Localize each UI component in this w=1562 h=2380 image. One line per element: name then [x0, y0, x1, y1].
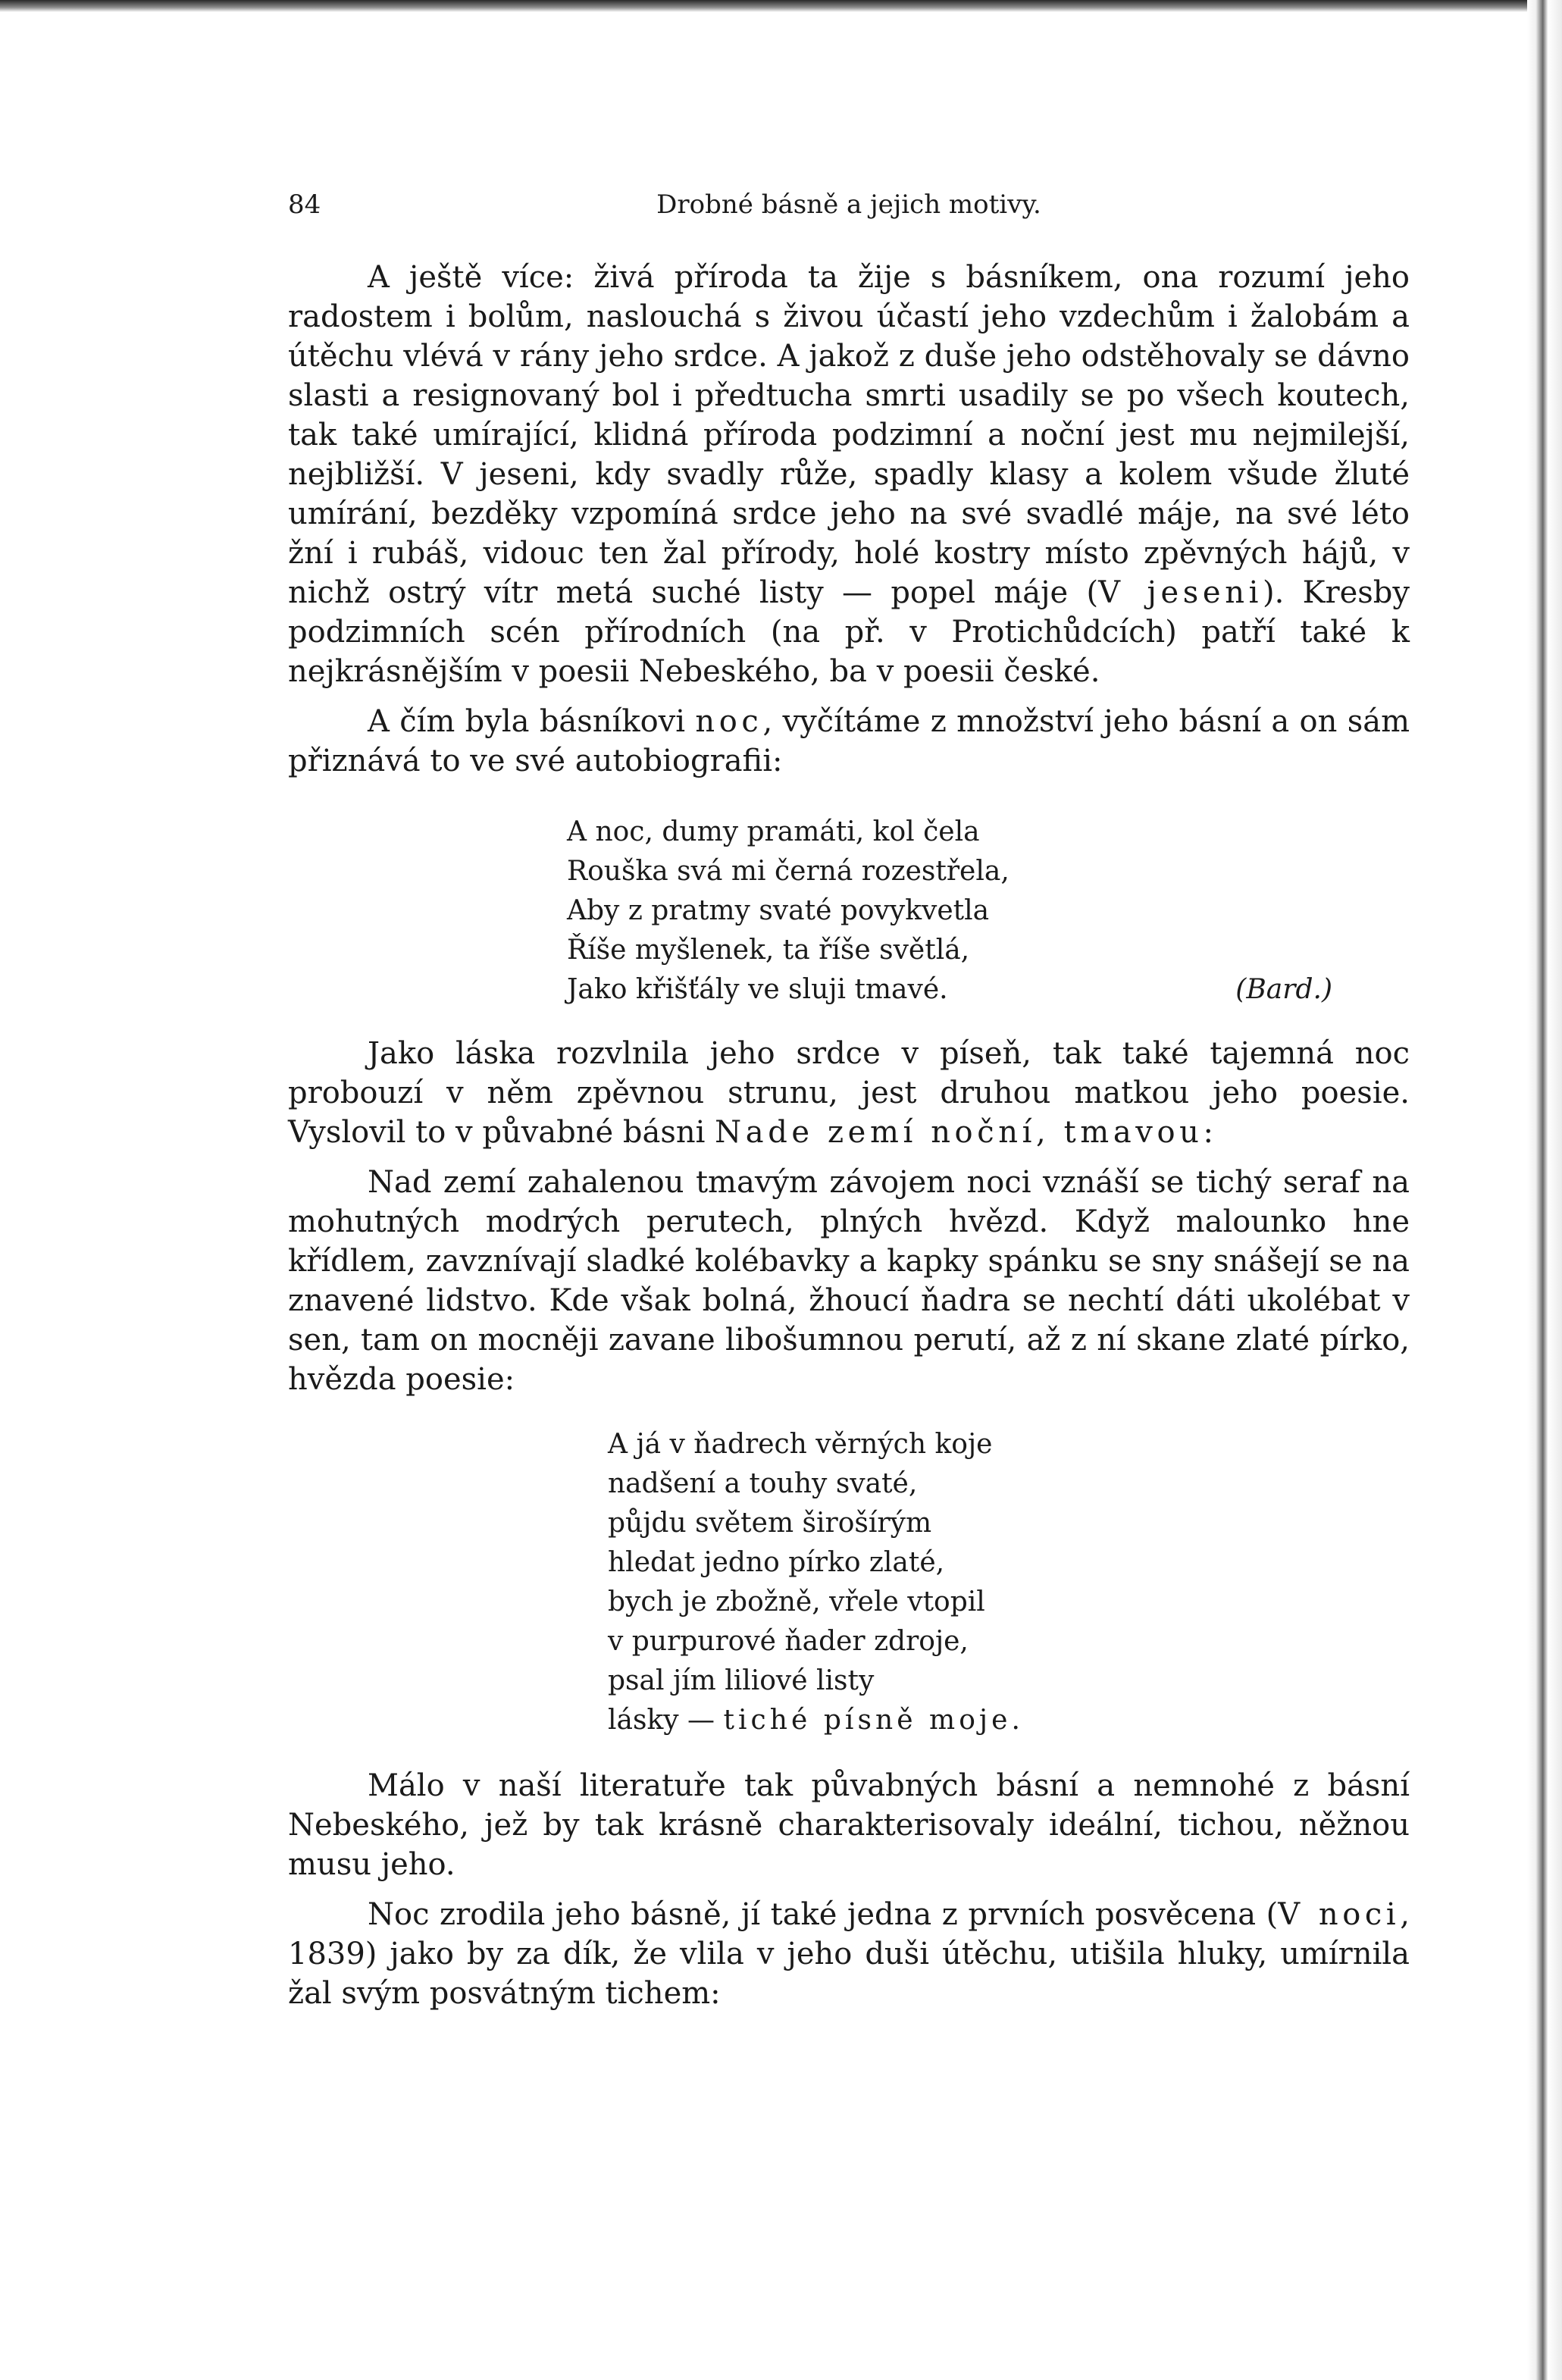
running-header	[288, 182, 1410, 227]
verse-quote-bard	[567, 813, 1355, 1010]
verse-quote-pirko	[608, 1425, 1410, 1740]
verse-line: A noc, dumy pramáti, kol čela	[567, 816, 980, 847]
verse-line-last: lásky — tiché písně moje.	[608, 1705, 1024, 1736]
verse-line: Říše myšlenek, ta říše světlá,	[567, 935, 970, 966]
running-title: Drobné básně a jejich motivy.	[656, 189, 1041, 220]
spaced-phrase: tiché písně moje.	[723, 1705, 1024, 1736]
paragraph-literature: Málo v naší literatuře tak půvabných básní a nemnohé z básní Nebeského, jež by tak krásně charakterisovaly ideální, tichou, něžnou musu jeho.	[288, 1768, 1410, 1882]
emphasis-noc: noc	[695, 704, 763, 739]
verse-line: v purpurové ňader zdroje,	[608, 1626, 969, 1657]
poem-title-v-noci: V noci	[1278, 1897, 1401, 1932]
verse-line: bych je zbožně, vřele vtopil	[608, 1586, 985, 1617]
verse-line: Jako křišťály ve sluji tmavé.	[567, 974, 948, 1005]
verse-line: nadšení a touhy svaté,	[608, 1468, 918, 1499]
poem-title-v-jeseni: V jeseni	[1098, 575, 1263, 610]
verse-line: psal jím liliové listy	[608, 1665, 875, 1696]
verse-line: Rouška svá mi černá rozestřela,	[567, 856, 1010, 887]
verse-line: A já v ňadrech věrných koje	[608, 1429, 993, 1460]
paragraph-night: A čím byla básníkovi noc, vyčítáme z množství jeho básní a on sám přiznává to ve své autobiografii:	[288, 704, 1410, 778]
poem-title-nade-zemi: Nade zemí noční, tmavou	[715, 1115, 1204, 1150]
paragraph-nature: A ještě více: živá příroda ta žije s básníkem, ona rozumí jeho radostem i bolům, naslouchá s živou účastí jeho vzdechům i žalobám a útěchu vlévá v rány jeho srdce. A jakož z duše jeho odstěhovaly se dávno slasti a resignovaný bol i předtucha smrti usadily se po všech koutech, tak také umírající, klidná příroda podzimní a noční jest mu nejmilejší, nejbližší. V jeseni, kdy svadly růže, spadly klasy a kolem všude žluté umírání, bezděky vzpomíná srdce jeho na své svadlé máje, na své léto žní i rubáš, vidouc ten žal přírody, holé kostry místo zpěvných hájů, v nichž ostrý vítr metá suché listy — popel máje (V jeseni). Kresby podzimních scén přírodních (na př. v Protichůdcích) patří také k nejkrásnějším v poesii Nebeského, ba v poesii české.	[288, 260, 1410, 689]
verse-attribution: (Bard.)	[1235, 974, 1332, 1005]
verse-line: půjdu světem širošírým	[608, 1508, 932, 1539]
page-number: 84	[288, 189, 321, 220]
paragraph-love-night: Jako láska rozvlnila jeho srdce v píseň, tak také tajemná noc probouzí v něm zpěvnou strunu, jest druhou matkou jeho poesie. Vyslovil to v půvabné básni Nade zemí noční, tmavou:	[288, 1036, 1410, 1150]
verse-line: Aby z pratmy svaté povykvetla	[567, 895, 990, 926]
page-edge-binding	[1527, 0, 1562, 2380]
verse-line: hledat jedno pírko zlaté,	[608, 1547, 945, 1578]
paragraph-seraph: Nad zemí zahalenou tmavým závojem noci vznáší se tichý seraf na mohutných modrých perutech, plných hvězd. Když malounko hne křídlem, zavznívají sladké kolébavky a kapky spánku se sny snášejí se na znavené lidstvo. Kde však bolná, žhoucí ňadra se nechtí dáti ukolébat v sen, tam on mocněji zavane libošumnou perutí, až z ní skane zlaté pírko, hvězda poesie:	[288, 1165, 1410, 1397]
book-page	[288, 182, 1410, 2013]
page-edge-shadow	[0, 0, 1562, 12]
paragraph-v-noci: Noc zrodila jeho básně, jí také jedna z prvních posvěcena (V noci, 1839) jako by za dík, že vlila v jeho duši útěchu, utišila hluky, umírnila žal svým posvátným tichem:	[288, 1897, 1410, 2011]
